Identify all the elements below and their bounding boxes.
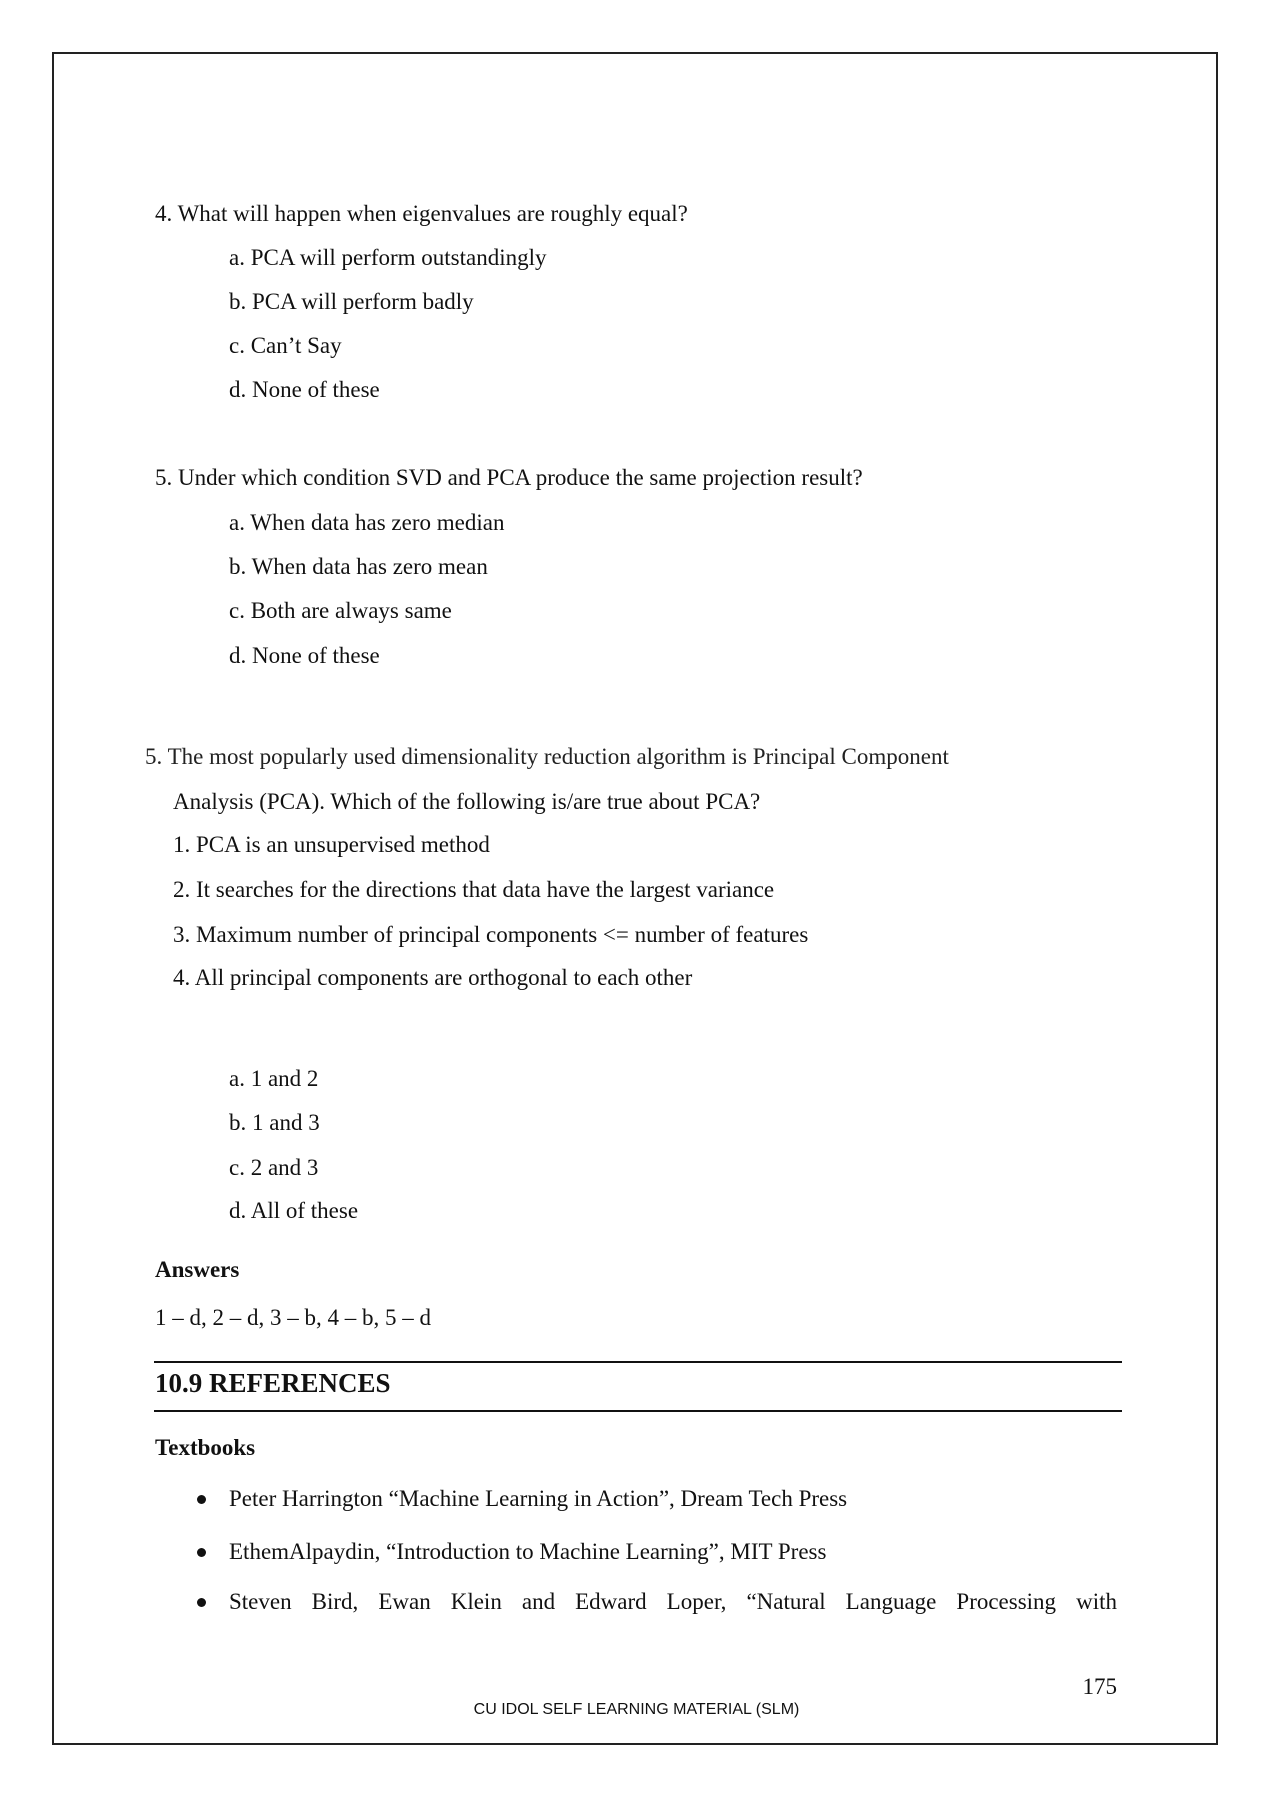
question-5b-line2: Analysis (PCA). Which of the following is/are true about PCA? <box>173 789 761 814</box>
q5b-option-b: b. 1 and 3 <box>229 1110 320 1135</box>
answers-text: 1 – d, 2 – d, 3 – b, 4 – b, 5 – d <box>155 1305 431 1330</box>
statement-2: 2. It searches for the directions that data have the largest variance <box>173 877 775 902</box>
bullet-icon <box>197 1548 206 1557</box>
q4-option-a: a. PCA will perform outstandingly <box>229 245 547 270</box>
question-4: 4. What will happen when eigenvalues are roughly equal? <box>155 201 688 226</box>
q4-option-b: b. PCA will perform badly <box>229 289 474 314</box>
statement-4: 4. All principal components are orthogonal to each other <box>173 965 693 990</box>
reference-item: Peter Harrington “Machine Learning in Action”, Dream Tech Press <box>229 1486 848 1511</box>
bullet-icon <box>197 1598 206 1607</box>
question-5b-line1: 5. The most popularly used dimensionality reduction algorithm is Principal Component <box>145 744 949 769</box>
reference-item: EthemAlpaydin, “Introduction to Machine Learning”, MIT Press <box>229 1539 827 1564</box>
q5b-option-d: d. All of these <box>229 1198 359 1223</box>
q5b-option-c: c. 2 and 3 <box>229 1155 319 1180</box>
statement-1: 1. PCA is an unsupervised method <box>173 832 490 857</box>
section-heading: 10.9 REFERENCES <box>155 1368 391 1398</box>
q5b-option-a: a. 1 and 2 <box>229 1066 319 1091</box>
reference-item: Steven Bird, Ewan Klein and Edward Loper, “Natural Language Processing with <box>229 1589 1117 1614</box>
q4-option-d: d. None of these <box>229 377 380 402</box>
answers-title: Answers <box>155 1257 240 1282</box>
q4-option-c: c. Can’t Say <box>229 333 342 358</box>
footer: CU IDOL SELF LEARNING MATERIAL (SLM) <box>473 1701 800 1718</box>
question-5: 5. Under which condition SVD and PCA produce the same projection result? <box>155 465 863 490</box>
statement-3: 3. Maximum number of principal components <= number of features <box>173 922 809 947</box>
q5-option-a: a. When data has zero median <box>229 510 505 535</box>
bullet-icon <box>197 1495 206 1504</box>
q5-option-b: b. When data has zero mean <box>229 554 488 579</box>
q5-option-c: c. Both are always same <box>229 598 452 623</box>
textbooks-heading: Textbooks <box>155 1435 256 1460</box>
page-number: 175 <box>1082 1674 1117 1699</box>
divider <box>154 1410 1122 1412</box>
q5-option-d: d. None of these <box>229 643 380 668</box>
